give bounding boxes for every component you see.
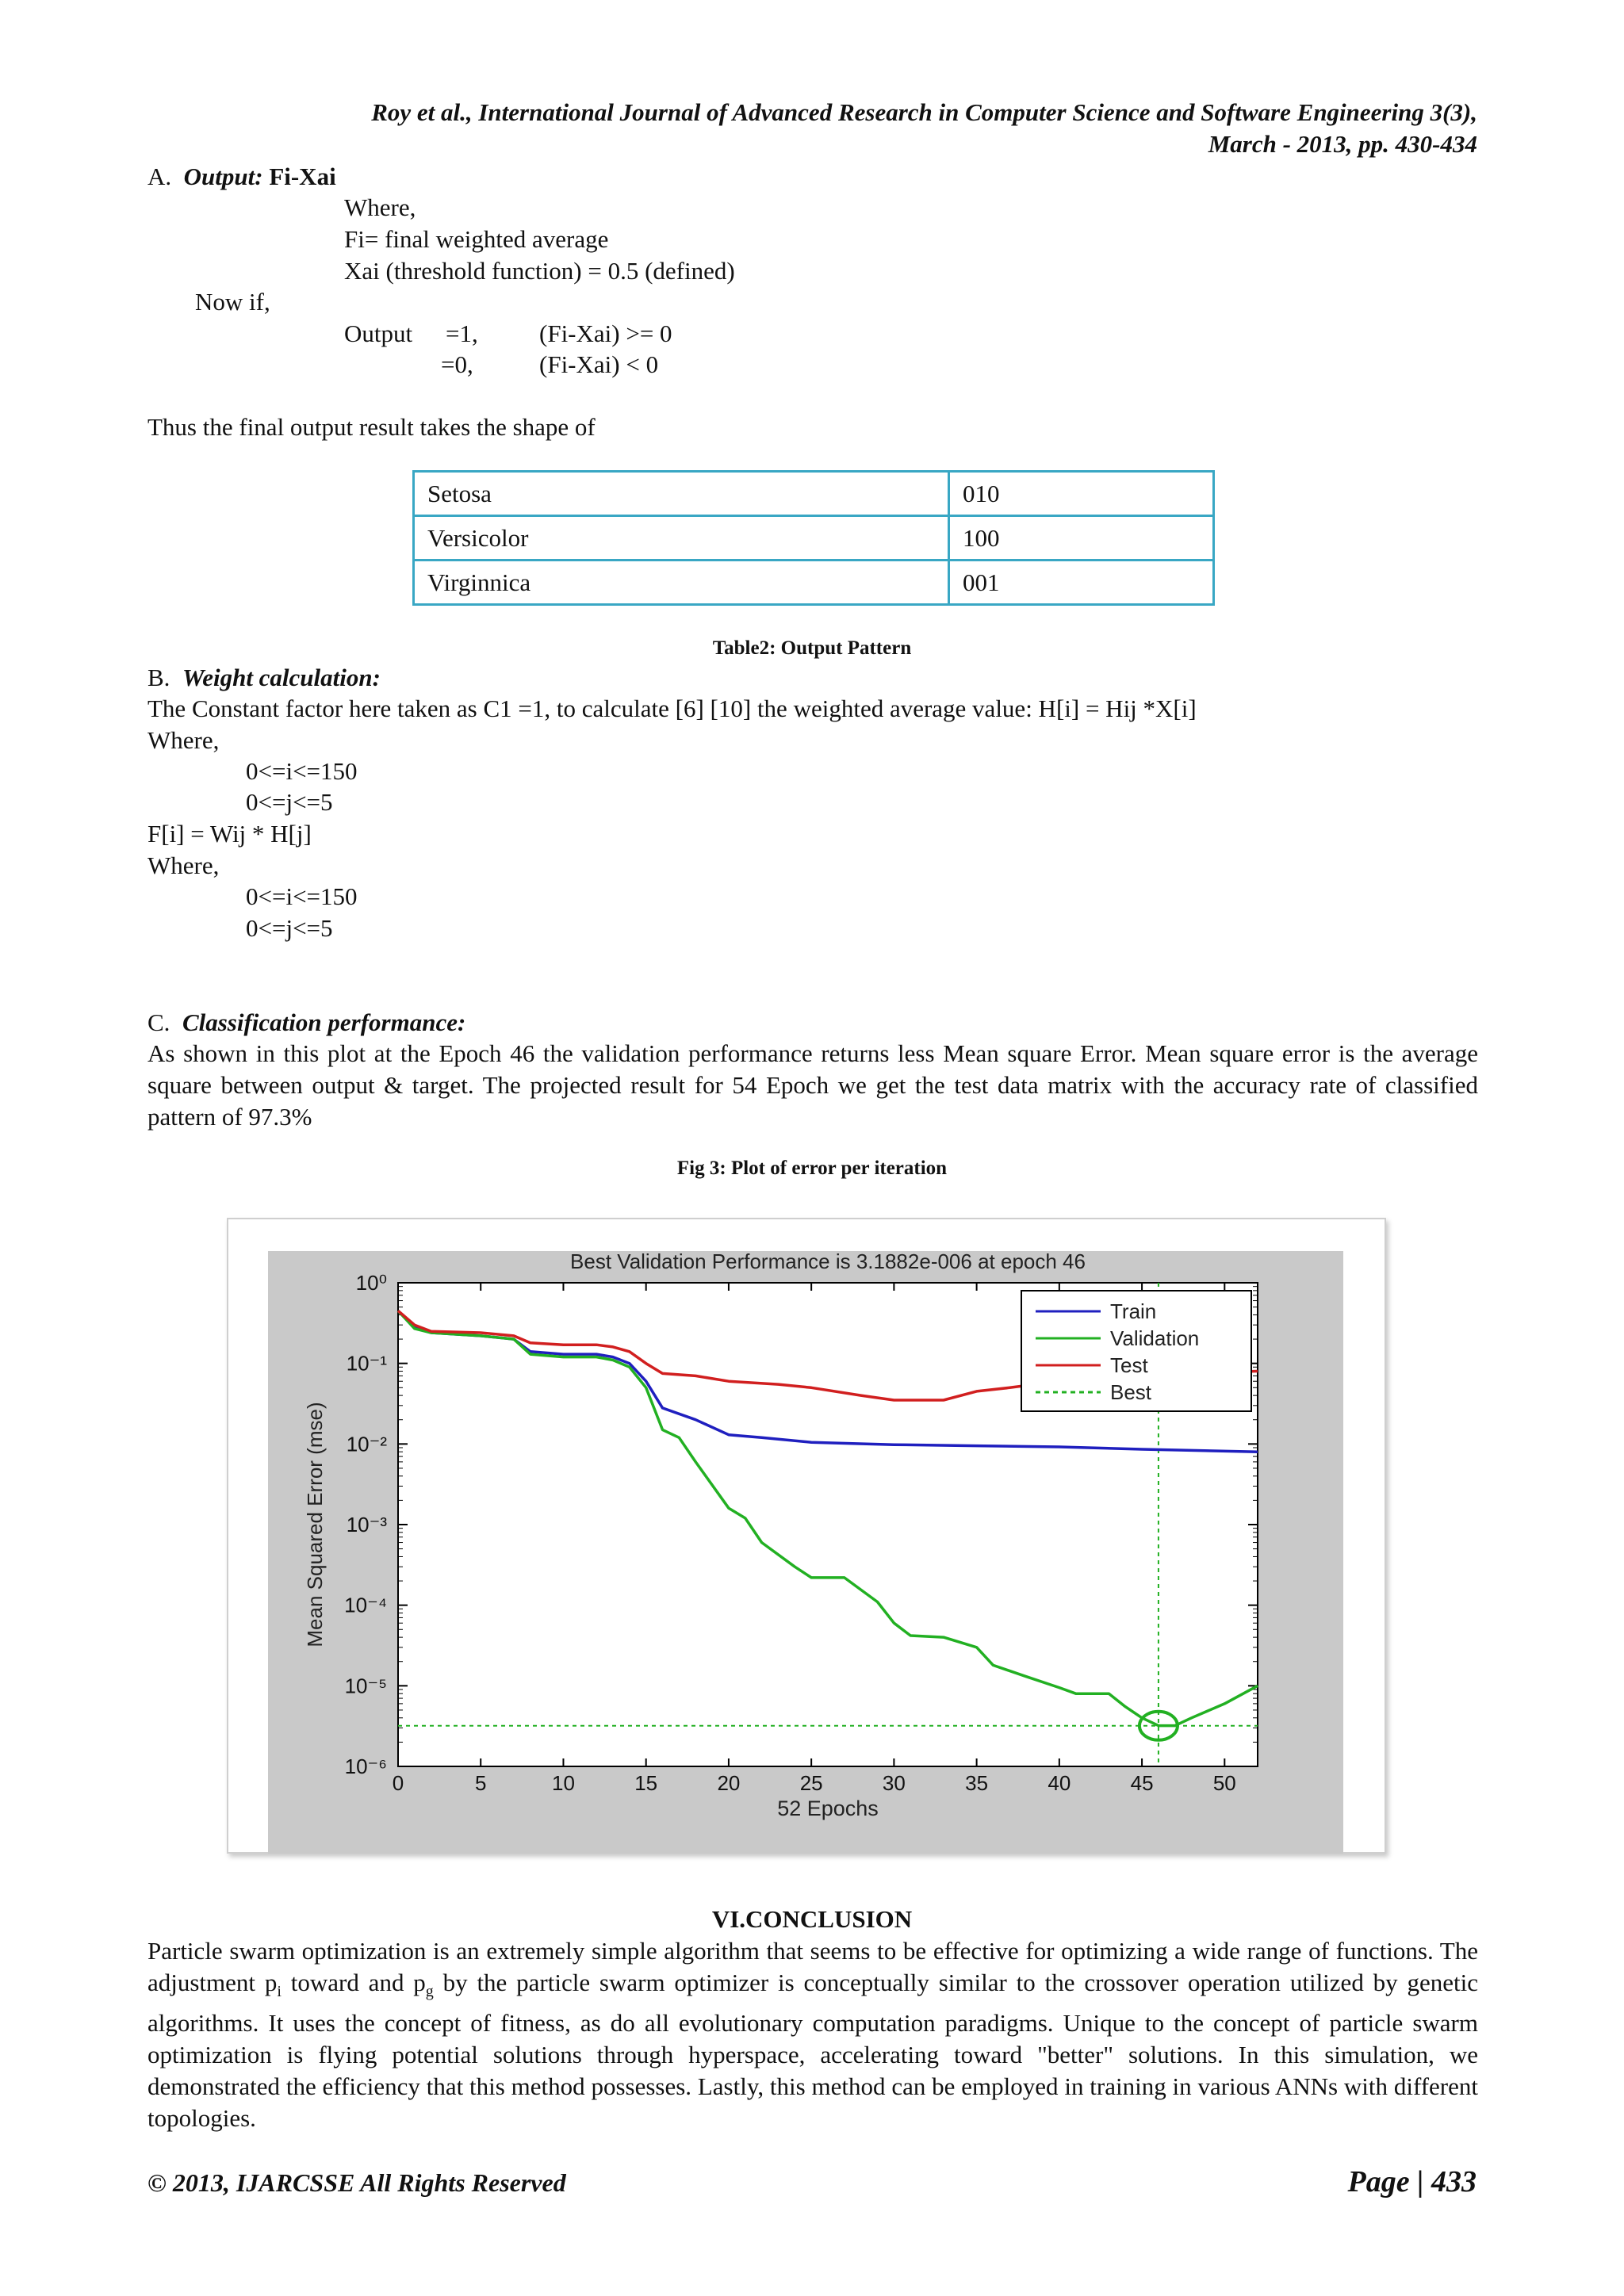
y-tick-label: 10⁻² [346, 1432, 387, 1456]
y-tick-label: 10⁻³ [346, 1513, 387, 1536]
footer-page-number: Page | 433 [1347, 2165, 1477, 2198]
legend-label: Test [1110, 1353, 1148, 1377]
now-if: Now if, [195, 288, 270, 316]
x-tick-label: 50 [1212, 1771, 1236, 1795]
x-axis-label: 52 Epochs [777, 1797, 879, 1820]
conclusion-text-3: by the particle swarm optimizer is conceptually similar to the crossover operation utilized by genetic algorithms. It uses the concept of fitness, as do all evolutionary computation paradigms. Unique to the concept of particle swarm optimization is flying potential solutions through hyperspace, accelerating toward "better" solutions. In this simulation, we demonstrated the efficiency that this method possesses. Lastly, this method can be employed in training in various ANNs with different topologies. [147, 1969, 1478, 2133]
section-a-title-rest: Fi-Xai [269, 163, 336, 190]
section-c-title: Classification performance: [182, 1008, 466, 1036]
running-header-line1: Roy et al., International Journal of Advanced Research in Computer Science and Software Engineering 3(3), [371, 98, 1477, 126]
i-range-2: 0<=i<=150 [246, 882, 358, 910]
output-one-value: =1, [446, 320, 478, 347]
output-pattern-table [412, 470, 1215, 606]
j-range-1: 0<=j<=5 [246, 788, 333, 816]
table-row [414, 516, 1214, 561]
y-tick-label: 10⁻¹ [346, 1351, 387, 1376]
table-cell-code: 010 [949, 472, 1214, 516]
x-tick-label: 20 [717, 1771, 741, 1795]
x-tick-label: 0 [392, 1771, 404, 1795]
table-cell-code: 001 [949, 561, 1214, 605]
where-label-b2: Where, [147, 851, 220, 879]
output-zero-value: =0, [441, 350, 473, 378]
section-b-label: B. [147, 664, 170, 691]
classification-paragraph: As shown in this plot at the Epoch 46 the validation performance returns less Mean square Error. Mean square error is the average square between output & target. The projected result for 54 Epoch we get the test data matrix with the accuracy rate of classified pattern of 97.3% [147, 1039, 1478, 1131]
table-row [414, 561, 1214, 605]
x-tick-label: 25 [799, 1771, 823, 1795]
conclusion-text-1: Particle swarm optimization is an extremely simple algorithm that seems to be effective for optimizing a wide range of functions. The adjustment p [147, 1937, 1478, 1996]
conclusion-heading: VI.CONCLUSION [711, 1905, 913, 1933]
y-tick-label: 10⁻⁴ [344, 1593, 387, 1617]
legend-label: Best [1110, 1380, 1152, 1404]
y-tick-label: 10⁰ [355, 1271, 387, 1295]
figure-caption: Fig 3: Plot of error per iteration [676, 1158, 948, 1179]
x-tick-label: 30 [882, 1771, 906, 1795]
x-tick-label: 45 [1130, 1771, 1154, 1795]
footer-copyright: © 2013, IJARCSSE All Rights Reserved [147, 2168, 566, 2197]
fi-definition: Fi= final weighted average [344, 225, 609, 253]
section-b-heading [147, 662, 381, 694]
x-tick-label: 5 [474, 1771, 487, 1795]
legend-label: Validation [1110, 1326, 1200, 1350]
y-tick-label: 10⁻⁶ [344, 1755, 387, 1778]
thus-sentence: Thus the final output result takes the shape of [147, 413, 596, 441]
table-cell-class: Virginnica [414, 561, 949, 605]
section-a-label: A. [147, 163, 172, 190]
i-range-1: 0<=i<=150 [246, 757, 358, 785]
section-c-heading [147, 1007, 465, 1039]
x-tick-label: 35 [965, 1771, 989, 1795]
conclusion-paragraph [147, 1935, 1478, 2134]
figure-frame [227, 1218, 1386, 1854]
formula-f: F[i] = Wij * H[j] [147, 820, 312, 848]
x-tick-label: 10 [552, 1771, 575, 1795]
table-cell-code: 100 [949, 516, 1214, 561]
y-axis-label: Mean Squared Error (mse) [303, 1402, 327, 1647]
conclusion-text-2: toward and p [281, 1969, 426, 1996]
subscript-g: g [425, 1983, 434, 2001]
mse-chart [228, 1219, 1385, 1852]
section-a-heading [147, 161, 336, 193]
j-range-2: 0<=j<=5 [246, 914, 333, 942]
legend-label: Train [1110, 1299, 1157, 1323]
section-a-title: Output: [183, 163, 263, 190]
weight-sentence: The Constant factor here taken as C1 =1, to calculate [6] [10] the weighted average value: H[i] = Hij *X[i] [147, 695, 1197, 722]
xai-definition: Xai (threshold function) = 0.5 (defined) [344, 257, 735, 285]
section-b-title: Weight calculation: [182, 664, 381, 691]
output-one-condition: (Fi-Xai) >= 0 [539, 320, 672, 347]
running-header-line2: March - 2013, pp. 430-434 [1208, 130, 1477, 158]
table-cell-class: Setosa [414, 472, 949, 516]
table-cell-class: Versicolor [414, 516, 949, 561]
x-tick-label: 15 [634, 1771, 658, 1795]
table-row [414, 472, 1214, 516]
output-zero-condition: (Fi-Xai) < 0 [539, 350, 659, 378]
output-label: Output [344, 320, 413, 347]
where-label-b1: Where, [147, 726, 220, 754]
subscript-i: i [277, 1983, 282, 2001]
x-tick-label: 40 [1048, 1771, 1071, 1795]
y-tick-label: 10⁻⁵ [344, 1674, 387, 1698]
where-label: Where, [344, 193, 416, 221]
table-caption: Table2: Output Pattern [712, 637, 912, 659]
section-c-label: C. [147, 1008, 170, 1036]
chart-title: Best Validation Performance is 3.1882e-006 at epoch 46 [570, 1249, 1086, 1273]
